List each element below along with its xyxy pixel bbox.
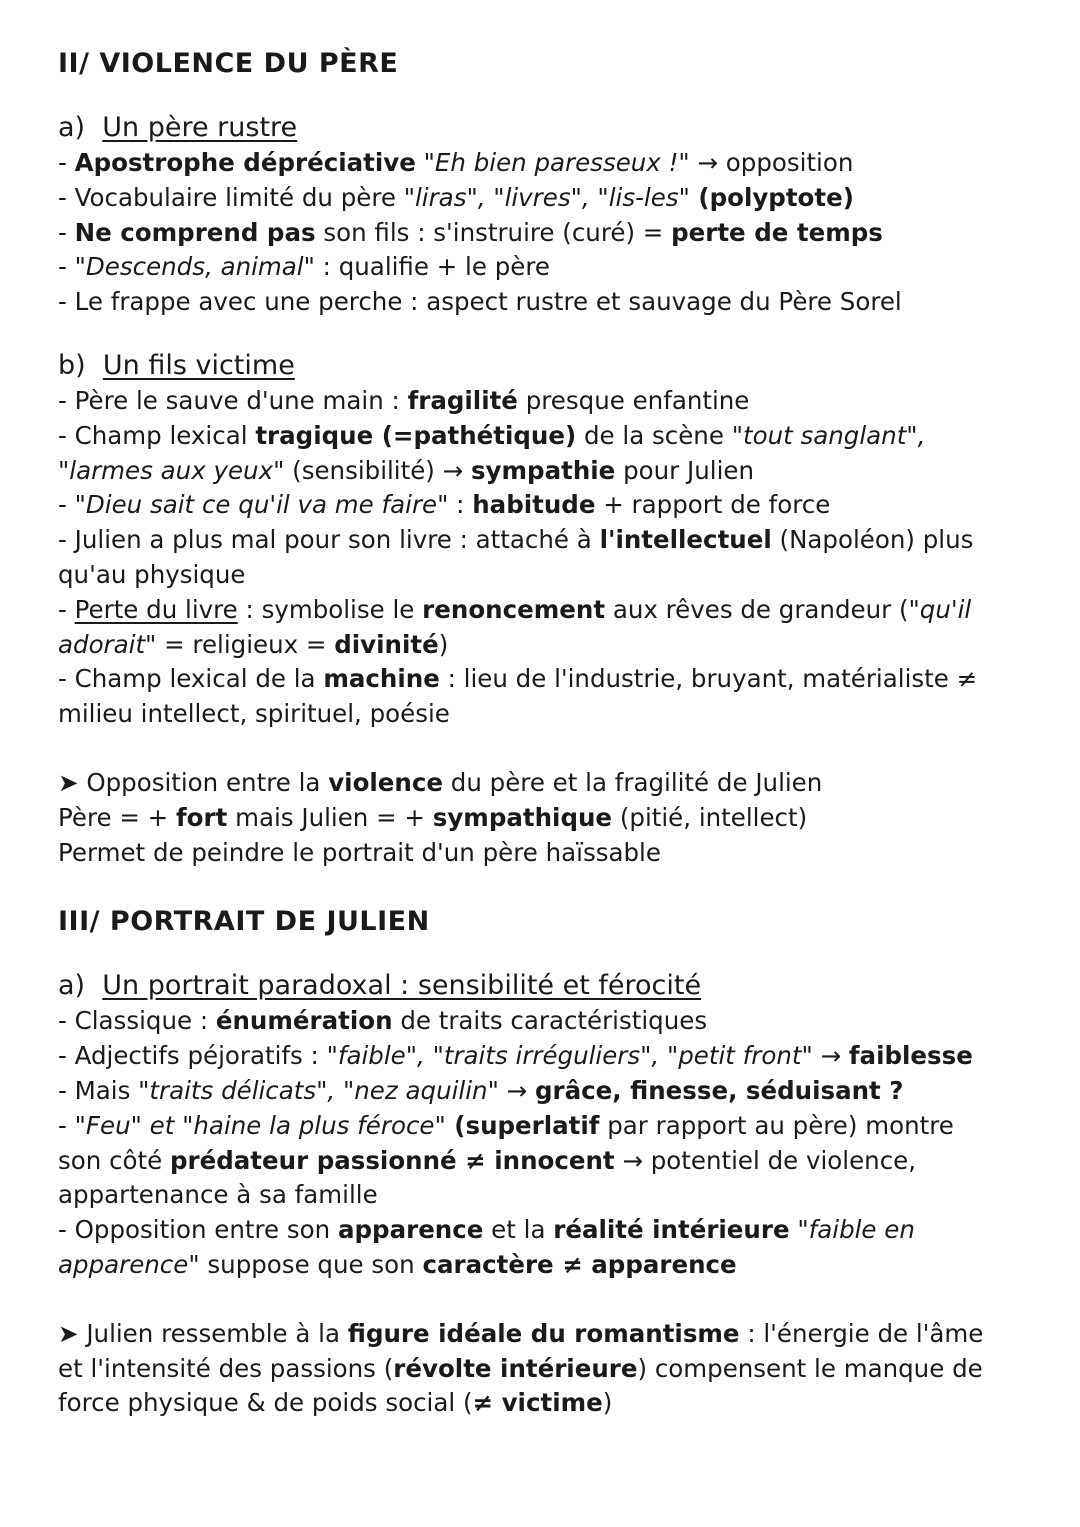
bullet-line: apparence" suppose que son caractère ≠ apparence: [58, 1249, 737, 1279]
bullet-line: - Opposition entre son apparence et la réalité intérieure "faible en: [58, 1215, 915, 1245]
subsection-heading-fils-victime: [58, 348, 1022, 384]
conclusion-line: Père = + fort mais Julien = + sympathique (pitié, intellect): [58, 802, 808, 832]
bullet-line: - Classique : énumération de traits caractéristiques: [58, 1006, 708, 1036]
bullet-line: - Perte du livre : symbolise le renoncement aux rêves de grandeur ("qu'il: [58, 594, 972, 624]
bullet-line: - Adjectifs péjoratifs : "faible", "traits irréguliers", "petit front" → faiblesse: [58, 1041, 973, 1071]
subsection-title: Un fils victime: [102, 349, 295, 381]
bullet-line: - Champ lexical de la machine : lieu de l'industrie, bruyant, matérialiste ≠: [58, 664, 978, 694]
bullet-line: - "Feu" et "haine la plus féroce" (superlatif par rapport au père) montre: [58, 1110, 954, 1140]
conclusion-line: et l'intensité des passions (révolte intérieure) compensent le manque de: [58, 1353, 983, 1383]
subsection-label: b): [58, 349, 86, 381]
bullet-line: - "Descends, animal" : qualifie + le père: [58, 252, 550, 282]
bullet-line: son côté prédateur passionné ≠ innocent → potentiel de violence,: [58, 1145, 917, 1175]
conclusion-line: ➤ Opposition entre la violence du père et la fragilité de Julien: [58, 767, 823, 797]
subsection-title: Un portrait paradoxal : sensibilité et férocité: [102, 970, 702, 1002]
bullet-line: - Père le sauve d'une main : fragilité presque enfantine: [58, 385, 750, 415]
bullet-line: "larmes aux yeux" (sensibilité) → sympathie pour Julien: [58, 455, 754, 485]
subsection-title: Un père rustre: [102, 112, 298, 143]
bullet-line: - Vocabulaire limité du père "liras", "livres", "lis-les" (polyptote): [58, 182, 854, 212]
bullet-line: - Julien a plus mal pour son livre : attaché à l'intellectuel (Napoléon) plus: [58, 525, 974, 555]
bullet-line: appartenance à sa famille: [58, 1180, 378, 1210]
bullet-line: adorait" = religieux = divinité): [58, 629, 449, 659]
subsection-label: a): [58, 970, 86, 1002]
conclusion-line: force physique & de poids social (≠ victime): [58, 1388, 613, 1418]
bullet-line: - Ne comprend pas son fils : s'instruire (curé) = perte de temps: [58, 217, 883, 247]
bullet-line: - "Dieu sait ce qu'il va me faire" : habitude + rapport de force: [58, 490, 831, 520]
conclusion-line: ➤ Julien ressemble à la figure idéale du romantisme : l'énergie de l'âme: [58, 1318, 984, 1348]
bullet-line: - Mais "traits délicats", "nez aquilin" → grâce, finesse, séduisant ?: [58, 1075, 904, 1105]
bullet-line: milieu intellect, spirituel, poésie: [58, 699, 450, 729]
subsection-heading-pere-rustre: [58, 110, 1022, 146]
subsection-heading-portrait-paradoxal: [58, 968, 1022, 1004]
bullet-line: - Champ lexical tragique (=pathétique) de la scène "tout sanglant",: [58, 420, 926, 450]
bullet-line: qu'au physique: [58, 559, 246, 589]
conclusion-line: Permet de peindre le portrait d'un père haïssable: [58, 837, 661, 867]
bullet-line: - Le frappe avec une perche : aspect rustre et sauvage du Père Sorel: [58, 287, 902, 317]
section-title-portrait: III/ PORTRAIT DE JULIEN: [58, 906, 430, 938]
subsection-label: a): [58, 112, 86, 143]
bullet-line: - Apostrophe dépréciative "Eh bien paresseux !" → opposition: [58, 148, 854, 177]
section-title-violence: II/ VIOLENCE DU PÈRE: [58, 48, 399, 79]
